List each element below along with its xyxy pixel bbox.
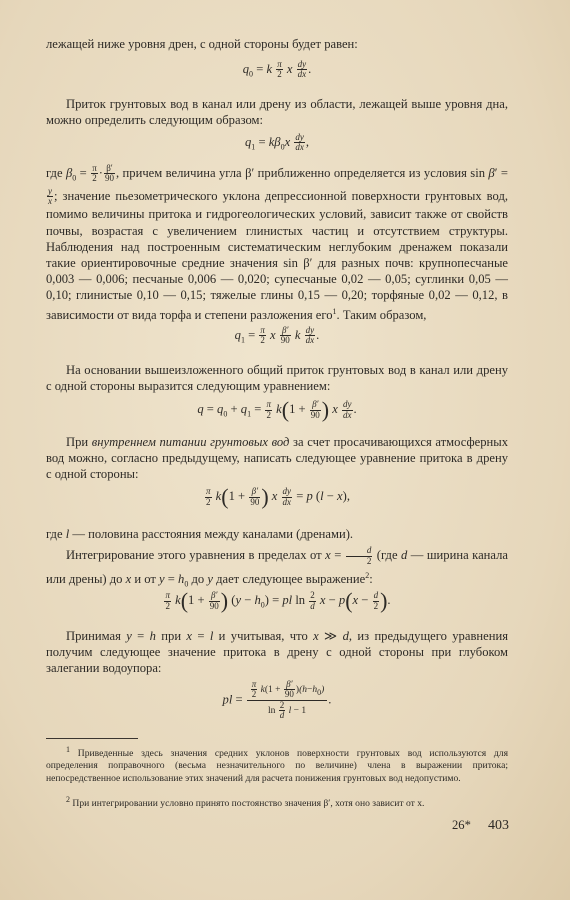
paragraph-text: На основании вышеизложенного общий приток грунтовых вод в канал или дрену с одной стороны выразится следующим уравнением: (46, 363, 508, 394)
signature-mark: 26* (452, 818, 471, 832)
footnote-2 (46, 794, 508, 810)
text-deep-aquiclude: , из предыдущего уравнения получим следующее значение притока в дрену с одной стороны при глубоком залегании водоупора: (46, 629, 508, 676)
text-when: при (155, 629, 187, 643)
paragraph-text: лежащей ниже уровня дрен, с одной стороны будет равен: (46, 37, 358, 51)
text-to: до (188, 572, 208, 587)
equation-internal-feeding: $\frac{\pi}{2}$ k(1 + $\frac{\beta'}{90}$ ) x $\frac{dy}{dx}$ = p (l − x), (206, 484, 350, 509)
footnote-ref-2: 2 (365, 571, 370, 581)
equation-q1: $q_1 = k\beta_0x$ $\frac{dy}{dx}$ , (245, 132, 309, 153)
footnote-mark: 2 (66, 795, 70, 804)
paragraph-text: где $\beta_0$ = $\frac{\pi}{2}$ · $\frac{\beta'}{90}$ , причем величина угла β′ приближенно определяется из условия sin β′ = $\frac{y}{x}$ ; значение пьезометрического уклона депрессионной поверхности грунтовых вод, помимо величины притока и гидрогеологических условий, зависит также от свойств почвы, возрастая с увеличением глинистых частиц и отсутствием структуры. Наблюдения над построенным систематическим неглубоким дренажем показали такие ориентировочные средние значения sin β′ для разных почв: крупнопесчаные 0,003 — 0,006; песчаные 0,006 — 0,020; супесчаные 0,02 — 0,05; суглинки 0,05 — 0,10; глинистые 0,10 — 0,15; тяжелые глины 0,15 — 0,20; торфяные 0,02 — 0,12, в зависимости от вида торфа и степени разложения его$^1$. Таким образом, (46, 163, 508, 322)
equation-q0: $q_0 = k$ $\frac{\pi}{2}$ x $\frac{dy}{dx}$ . (242, 59, 312, 80)
text-half-distance: — половина расстояния между каналами (дренами). (69, 527, 354, 541)
text-and-from: и от (131, 572, 160, 587)
paragraph-3 (46, 164, 508, 323)
equation-integrated: $\frac{\pi}{2}$ k(1 + $\frac{\beta'}{90}$ ) $(y - h_0)$ = pl ln $\frac{2}{d}$ x − p(x − $\frac{d}{2}$ ). (165, 588, 391, 613)
text-internal-feeding: внутреннем питании грунтовых вод (91, 435, 290, 449)
text-considering: и учитывая, что (213, 629, 314, 643)
equation-q1-expanded: $q_1$ = $\frac{\pi}{2}$ x $\frac{\beta'}{90}$ k $\frac{dy}{dx}$ . (234, 325, 320, 346)
footnote-1 (46, 744, 508, 785)
paragraph-6 (46, 526, 508, 542)
text-where: где (46, 165, 66, 180)
paragraph-5 (46, 434, 508, 483)
page-number: 403 (488, 818, 509, 833)
equation-deep-aquiclude: pl = $\frac{\pi}{2}$ k(1 + $\frac{\beta'}{90}$ )$(h-h_0)$ ln $\frac{2}{d}$ l − 1 . (222, 679, 332, 721)
text-gives: дает следующее выражение (212, 572, 366, 587)
text-l: l (65, 527, 70, 541)
paragraph-2 (46, 96, 508, 128)
paragraph-1 (46, 36, 508, 52)
paragraph-8 (46, 628, 508, 677)
text-where-d: (где (373, 548, 402, 562)
paragraph-text: Принимая y = h при x = l и учитывая, что x ≫ d, из предыдущего уравнения получим следующее значение притока в дрену с одной стороны при глубоком залегании водоупора: (46, 629, 508, 676)
paragraph-text (46, 526, 508, 542)
text-angle-note: , причем величина угла β′ приближенно определяется из условия (115, 165, 471, 180)
paragraph-text: Интегрирование этого уравнения в пределах от x = $\frac{d}{2}$ (где d — ширина канала или дрены) до x и от $y = h_0$ до y дает следующее выражение$^2$: (46, 545, 508, 589)
text-colon: : (369, 572, 373, 587)
equation-q-total: $q = q_0 + q_1$ = $\frac{\pi}{2}$ k(1 + $\frac{\beta'}{90}$ ) x $\frac{dy}{dx}$ . (197, 397, 357, 422)
paragraph-7 (46, 546, 508, 594)
paragraph-text (46, 434, 508, 483)
text-assuming: Принимая (66, 629, 127, 643)
text-at: При (66, 435, 92, 449)
footnote-divider (46, 738, 138, 739)
text-soil-values: ; значение пьезометрического уклона депрессионной поверхности грунтовых вод, помимо величины притока и гидрогеологических условий, зависит также от свойств почвы, возрастая с увеличением глинистых частиц и отсутствием структуры. Наблюдения над построенным систематическим неглубоким дренажем показали такие ориентировочные средние значения sin β′ для разных почв: крупнопесчаные 0,003 — 0,006; песчаные 0,006 — 0,020; супесчаные 0,02 — 0,05; суглинки 0,05 — 0,10; глинистые 0,10 — 0,15; тяжелые глины 0,15 — 0,20; торфяные 0,02 — 0,12, в зависимости от вида торфа и степени разложения его (46, 188, 508, 322)
footnote-text: Приведенные здесь значения средних уклонов поверхности грунтовых вод используются для определения поправочного (весьма незначительного по величине) члена в выражении притока; непосредственное использование этих значений для расчета понижения грунтовых вод недопустимо. (46, 748, 508, 784)
text-channel-width: — ширина канала или дрены) до (46, 548, 508, 587)
paragraph-text: Приток грунтовых вод в канал или дрену из области, лежащей выше уровня дна, можно определить следующим образом: (46, 97, 508, 128)
text-integration: Интегрирование этого уравнения в пределах от (66, 548, 326, 562)
footnote-text: При интегрировании условно принято постоянство значения β′, хотя оно зависит от x. (72, 798, 425, 810)
text-thus: . Таким образом, (336, 307, 427, 322)
text-infiltrating: за счет просачивающихся атмосферных вод можно, согласно предыдущему, написать следующее уравнение притока в дрену с одной стороны: (46, 435, 509, 482)
footnote-ref-1: 1 (332, 306, 337, 316)
footnote-mark: 1 (66, 745, 70, 754)
paragraph-4 (46, 362, 508, 394)
text-where: где (46, 527, 66, 541)
